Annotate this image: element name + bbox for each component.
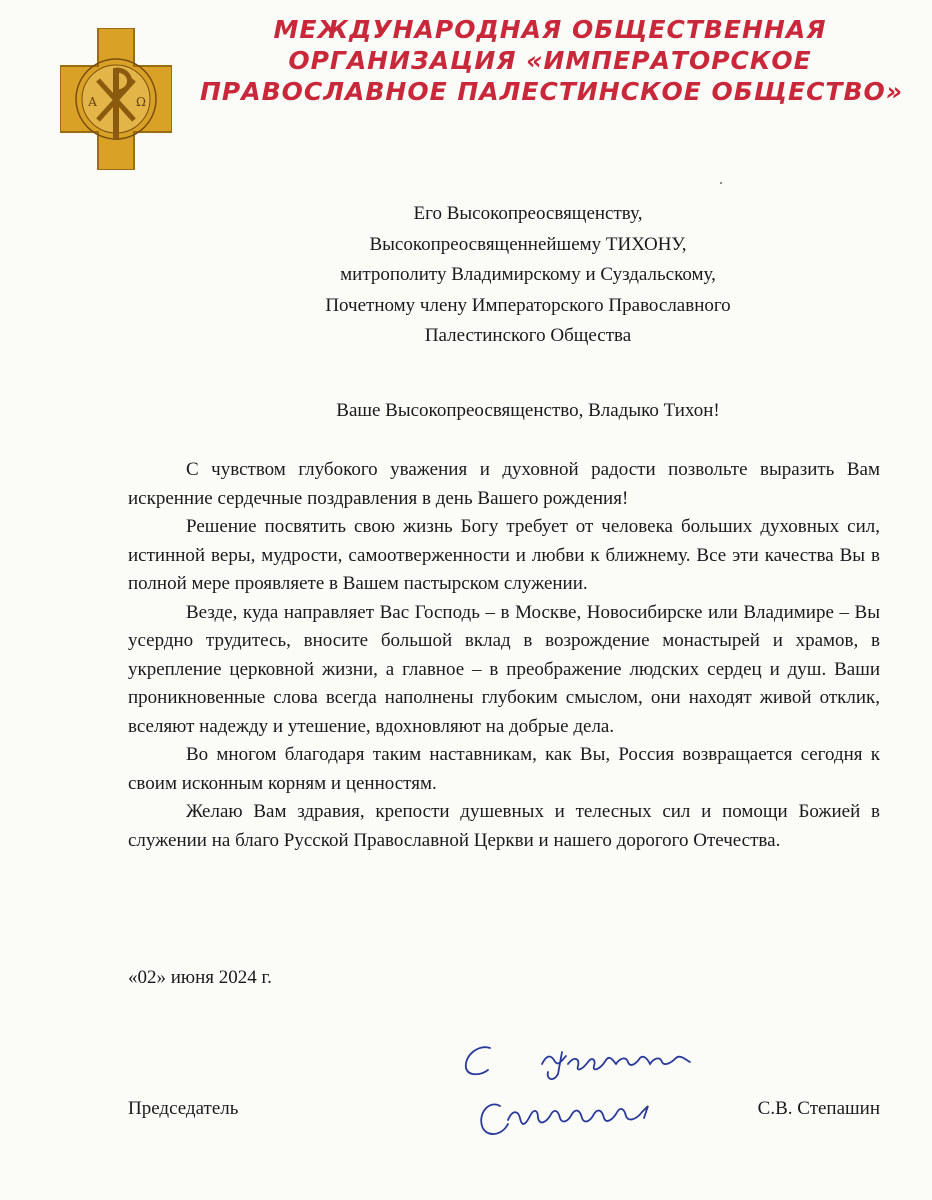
org-title-line-2: ОРГАНИЗАЦИЯ «ИМПЕРАТОРСКОЕ	[288, 46, 812, 75]
org-title-line-3: ПРАВОСЛАВНОЕ ПАЛЕСТИНСКОЕ ОБЩЕСТВО»	[200, 77, 904, 106]
organization-title	[200, 14, 904, 107]
addressee-line: Палестинского Общества	[424, 325, 632, 346]
paper-speck	[720, 182, 722, 184]
salutation: Ваше Высокопреосвященство, Владыко Тихон!	[336, 400, 720, 421]
body-paragraph: Решение посвятить свою жизнь Богу требует от человека больших духовных сил, истинной веры, мудрости, самоотверженности и любви к ближнему. Все эти качества Вы в полной мере проявляете в Вашем пастырском служении.	[128, 516, 880, 594]
alpha-glyph: А	[88, 95, 98, 109]
body-paragraph: С чувством глубокого уважения и духовной радости позвольте выразить Вам искренние сердечные поздравления в день Вашего рождения!	[128, 459, 880, 509]
handwritten-signature	[450, 1030, 710, 1160]
body-paragraph: Во многом благодаря таким наставникам, как Вы, Россия возвращается сегодня к своим исконным корням и ценностям.	[128, 744, 880, 794]
org-title-line-1: МЕЖДУНАРОДНАЯ ОБЩЕСТВЕННАЯ	[273, 15, 827, 44]
addressee-line: митрополиту Владимирскому и Суздальскому,	[340, 264, 716, 285]
signer-name: С.В. Степашин	[757, 1098, 880, 1119]
addressee-block	[200, 199, 856, 352]
organization-emblem-icon	[60, 28, 172, 170]
addressee-line: Его Высокопреосвященству,	[413, 203, 643, 224]
addressee-line: Почетному члену Императорского Православного	[325, 294, 731, 316]
addressee-line: Высокопреосвященнейшему ТИХОНУ,	[369, 233, 687, 255]
letter-body	[128, 456, 880, 855]
omega-glyph: Ω	[136, 95, 146, 109]
letter-date: «02» июня 2024 г.	[128, 967, 272, 988]
body-paragraph: Желаю Вам здравия, крепости душевных и телесных сил и помощи Божией в служении на благо Русской Православной Церкви и нашего дорогого Отечества.	[128, 801, 880, 851]
signer-position: Председатель	[128, 1098, 239, 1119]
body-paragraph: Везде, куда направляет Вас Господь – в Москве, Новосибирске или Владимире – Вы усердно трудитесь, вносите большой вклад в возрождение монастырей и храмов, в укрепление церковной жизни, а главное – в преображение людских сердец и душ. Ваши проникновенные слова всегда наполнены глубоким смыслом, они находят живой отклик, вселяют надежду и утешение, вдохновляют на добрые дела.	[128, 601, 880, 737]
